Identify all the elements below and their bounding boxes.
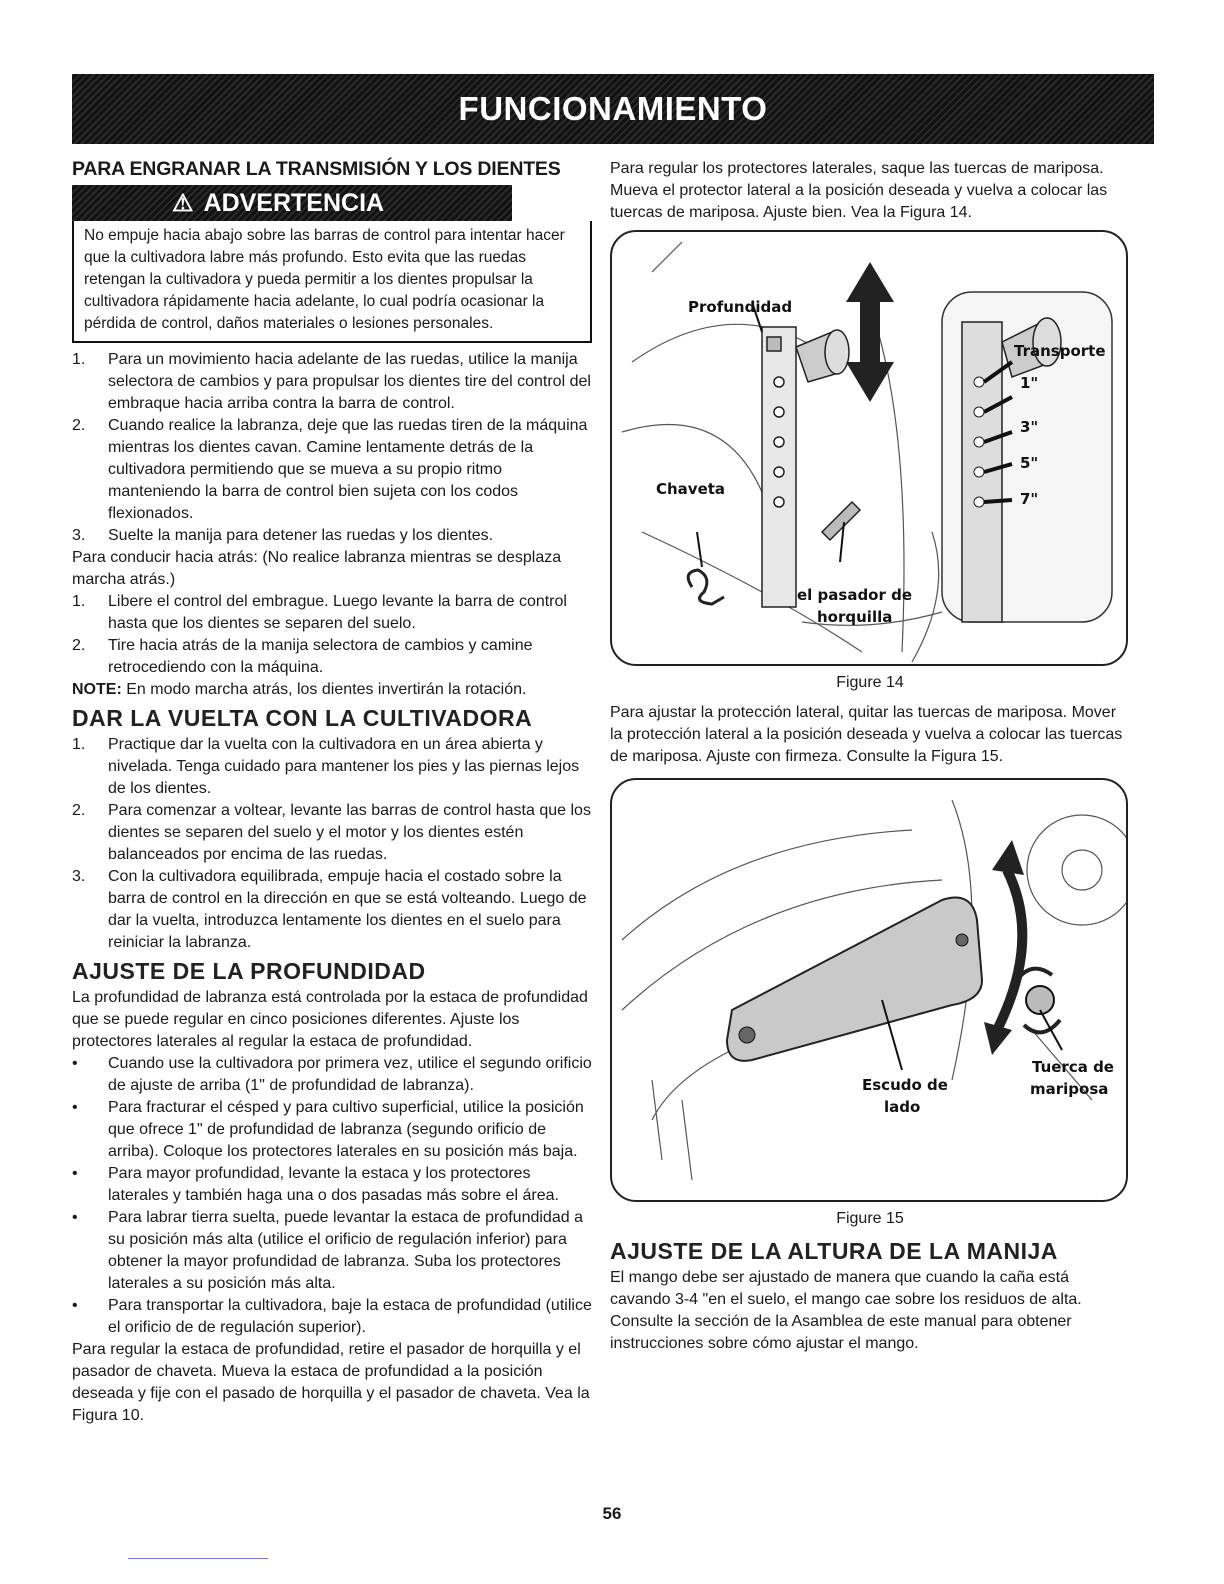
- list-item: • Para labrar tierra suelta, puede levantar la estaca de profundidad a su posición más alta (utilice el orificio de regulación inferior) para obtener la mayor profundidad de labranza. Suba los protectores laterales a su posición más alta.: [72, 1207, 592, 1295]
- handle-text: El mango debe ser ajustado de manera que cuando la caña está cavando 3-4 "en el suelo, el mango cae sobre los residuos de alta. Consulte la sección de la Asamblea de este manual para obtener instrucciones sobre cómo ajustar el mango.: [610, 1269, 1082, 1352]
- reverse-steps: [72, 591, 592, 679]
- label-7in: 7": [1020, 490, 1039, 508]
- figure-15-illustration: [612, 780, 1126, 1200]
- label-pin-1: el pasador de: [797, 586, 913, 604]
- note-text: En modo marcha atrás, los dientes invertirán la rotación.: [126, 681, 527, 698]
- page-title: FUNCIONAMIENTO: [458, 90, 768, 127]
- left-column: [72, 158, 592, 1427]
- warning-text: No empuje hacia abajo sobre las barras de control para intentar hacer que la cultivadora labre más profundo. Esto evita que las ruedas retengan la cultivadora y pueda permitir a los dientes propulsar la cultivadora rápidamente hacia adelante, lo cual podría ocasionar la pérdida de control, daños materiales o lesiones personales.: [84, 227, 565, 332]
- label-5in: 5": [1020, 454, 1039, 472]
- depth-outro: Para regular la estaca de profundidad, retire el pasador de horquilla y el pasador de chaveta. Mueva la estaca de profundidad a la posición deseada y fije con el pasado de horquilla y el pasador de chaveta. Vea la Figura 10.: [72, 1341, 590, 1424]
- wing-nut-icon: [1017, 969, 1060, 1033]
- side-shield: [727, 898, 982, 1061]
- figure-14: [610, 230, 1128, 666]
- figure-14-illustration: [612, 232, 1126, 664]
- turn-steps: [72, 734, 592, 954]
- label-nut-1: Tuerca de: [1032, 1058, 1114, 1076]
- label-1in: 1": [1020, 374, 1039, 392]
- list-item: 1. Para un movimiento hacia adelante de las ruedas, utilice la manija selectora de cambios y para propulsar los dientes tire del control del embraque hacia arriba contra la barra de control.: [72, 351, 591, 412]
- label-transport: Transporte: [1014, 342, 1106, 360]
- warning-header: [72, 185, 512, 221]
- shield-intro: Para regular los protectores laterales, saque las tuercas de mariposa. Mueva el protector lateral a la posición deseada y vuelva a colocar las tuercas de mariposa. Ajuste bien. Vea la Figura 14.: [610, 160, 1108, 221]
- list-item: 2. Para comenzar a voltear, levante las barras de control hasta que los dientes se separen del suelo y el motor y los dientes estén balanceados por encima de las ruedas.: [72, 802, 591, 863]
- list-item: • Para transportar la cultivadora, baje la estaca de profundidad (utilice el orificio de de regulación superior).: [72, 1295, 592, 1339]
- figure-15-caption: Figure 15: [836, 1210, 904, 1227]
- list-item: 3. Con la cultivadora equilibrada, empuje hacia el costado sobre la barra de control en la dirección en que se está volteando. Luego de dar la vuelta, introduzca lentamente los dientes en el suelo para reiniciar la labranza.: [72, 868, 587, 951]
- engage-heading: PARA ENGRANAR LA TRANSMISIÓN Y LOS DIENTES: [72, 158, 561, 180]
- rotate-arrow-icon: [997, 870, 1022, 1030]
- warning-title: ADVERTENCIA: [203, 188, 385, 217]
- list-item: 2. Cuando realice la labranza, deje que las ruedas tiren de la máquina mientras los dientes cavan. Camine lentamente detrás de la cultivadora permitiendo que se mueva a su propio ritmo manteniendo la barra de control bien sujeta con los codos flexionados.: [72, 417, 588, 522]
- footer-line: [128, 1558, 268, 1559]
- label-nut-2: mariposa: [1030, 1080, 1109, 1098]
- section-banner: [72, 74, 1154, 144]
- reverse-intro: Para conducir hacia atrás: (No realice labranza mientras se desplaza marcha atrás.): [72, 549, 562, 588]
- list-item: • Cuando use la cultivadora por primera vez, utilice el segundo orificio de ajuste de arriba (1" de profundidad de labranza).: [72, 1053, 592, 1097]
- depth-bullets: [72, 1053, 592, 1339]
- list-item: • Para mayor profundidad, levante la estaca y los protectores laterales y también haga una o dos pasadas más sobre el área.: [72, 1163, 592, 1207]
- hitch-pin: [822, 502, 860, 540]
- list-item: 3. Suelte la manija para detener las ruedas y los dientes.: [72, 527, 494, 544]
- warning-icon: ⚠: [172, 189, 194, 217]
- list-item: 2. Tire hacia atrás de la manija selectora de cambios y camine retrocediendo con la máquina.: [72, 637, 533, 676]
- turn-heading: DAR LA VUELTA CON LA CULTIVADORA: [72, 705, 533, 731]
- depth-heading: AJUSTE DE LA PROFUNDIDAD: [72, 958, 426, 984]
- label-cotter: Chaveta: [656, 480, 726, 498]
- note-label: NOTE:: [72, 681, 122, 698]
- label-depth: Profundidad: [688, 298, 793, 316]
- shield-mid-text: Para ajustar la protección lateral, quitar las tuercas de mariposa. Mover la protección lateral a la posición deseada y vuelva a colocar las tuercas de mariposa. Ajuste con firmeza. Consulte la Figura 15.: [610, 704, 1123, 765]
- list-item: 1. Practique dar la vuelta con la cultivadora en un área abierta y nivelada. Tenga cuidado para mantener los pies y las piernas lejos de los dientes.: [72, 736, 580, 797]
- warning-box: [72, 221, 592, 343]
- note: [72, 679, 592, 701]
- list-item: • Para fracturar el césped y para cultivo superficial, utilice la posición que ofrece 1" de profundidad de labranza (segundo orificio de arriba). Coloque los protectores laterales en su posición más baja.: [72, 1097, 592, 1163]
- label-3in: 3": [1020, 418, 1039, 436]
- adjust-arrow-icon: [846, 262, 894, 402]
- depth-stake: [762, 327, 849, 607]
- list-item: 1. Libere el control del embrague. Luego levante la barra de control hasta que los dientes se separen del suelo.: [72, 593, 567, 632]
- cotter-pin: [688, 570, 724, 604]
- label-pin-2: horquilla: [817, 608, 893, 626]
- engage-steps: [72, 349, 592, 547]
- label-shield-2: lado: [884, 1098, 921, 1116]
- figure-15: [610, 778, 1128, 1202]
- page-number: 56: [602, 1504, 622, 1523]
- depth-intro: La profundidad de labranza está controlada por la estaca de profundidad que se puede regular en cinco posiciones diferentes. Ajuste los protectores laterales al regular la estaca de profundidad.: [72, 989, 588, 1050]
- label-shield-1: Escudo de: [862, 1076, 948, 1094]
- right-column: [610, 158, 1130, 1355]
- handle-heading: AJUSTE DE LA ALTURA DE LA MANIJA: [610, 1238, 1058, 1264]
- figure-14-caption: Figure 14: [836, 674, 904, 691]
